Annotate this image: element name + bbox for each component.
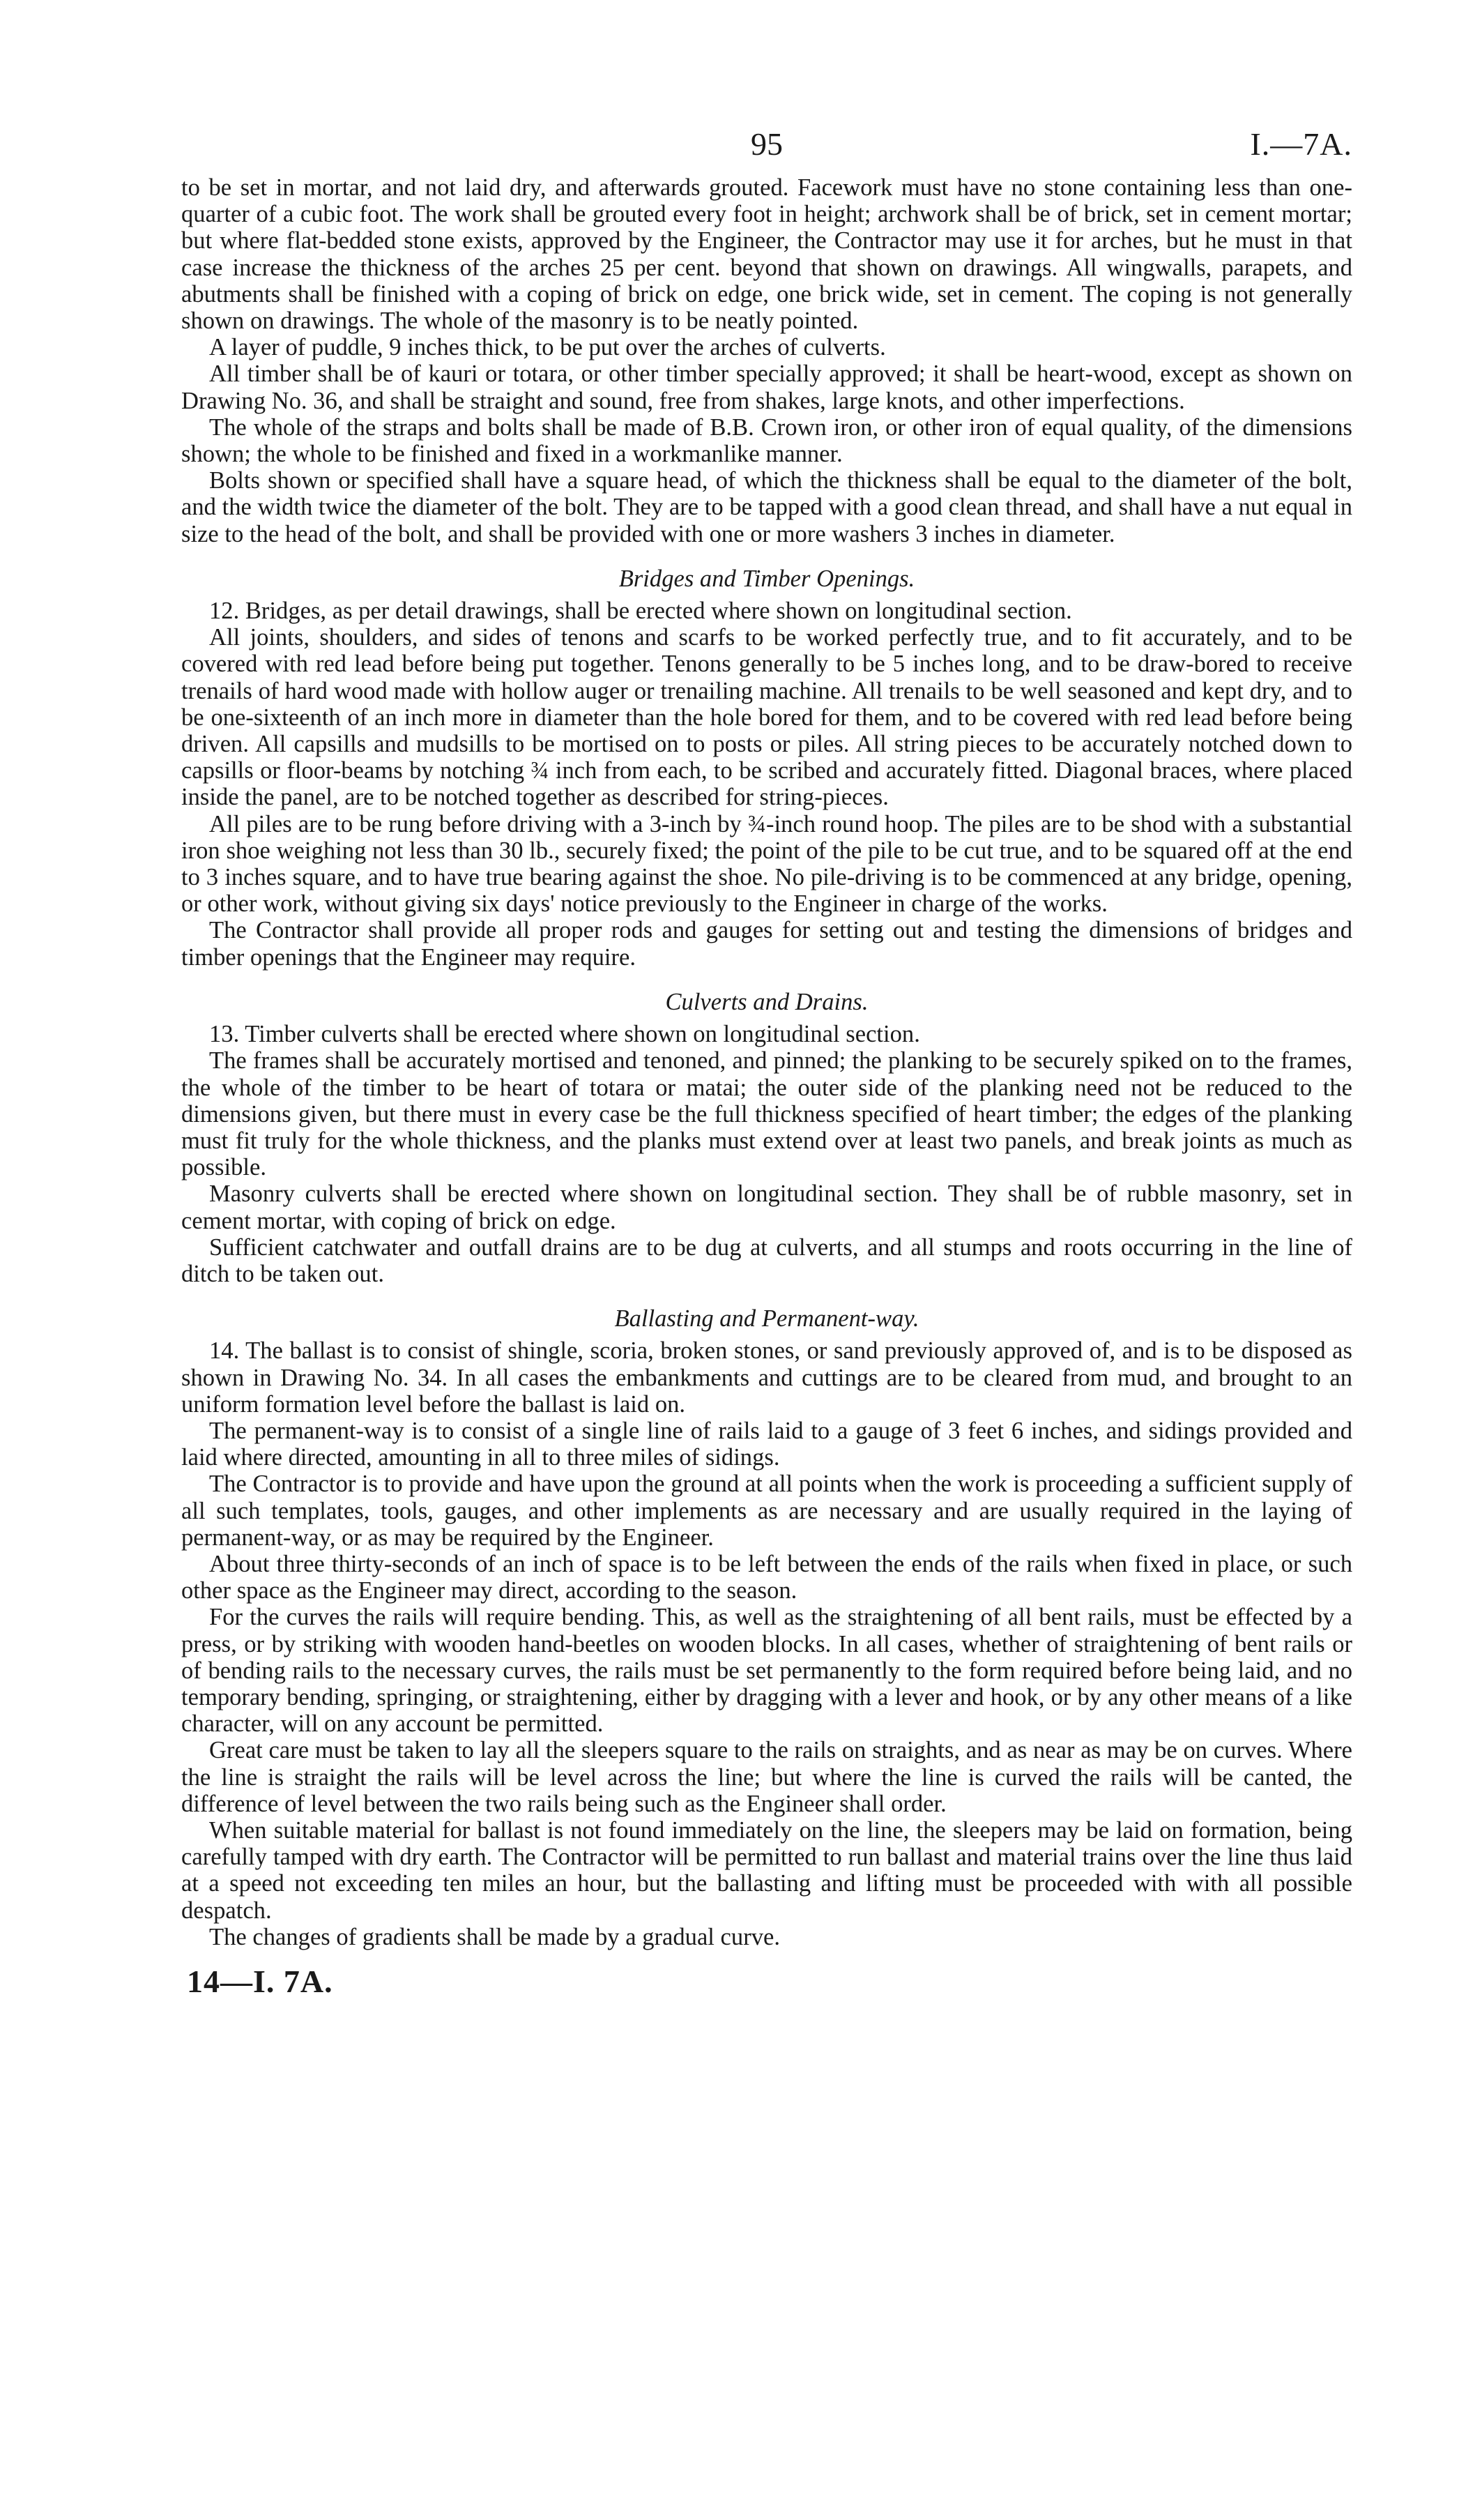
section-ballasting-permanent-way <box>181 1305 1352 1950</box>
paragraph: 14. The ballast is to consist of shingle, scoria, broken stones, or sand previously approved of, and is to be disposed as shown in Drawing No. 34. In all cases the embankments and cuttings are to be cleared from mud, and brought to an uniform formation level before the ballast is laid on. <box>181 1337 1352 1418</box>
paragraph: Masonry culverts shall be erected where shown on longitudinal section. They shall be of rubble masonry, set in cement mortar, with coping of brick on edge. <box>181 1181 1352 1234</box>
paragraph: All timber shall be of kauri or totara, or other timber specially approved; it shall be heart-wood, except as shown on Drawing No. 36, and shall be straight and sound, free from shakes, large knots, and other imperfections. <box>181 360 1352 414</box>
paragraph: For the curves the rails will require bending. This, as well as the straightening of all bent rails, must be effected by a press, or by striking with wooden hand-beetles on wooden blocks. In all cases, whether of straightening of bent rails or of bending rails to the necessary curves, the rails must be set permanently to the form required before being laid, and no temporary bending, springing, or straightening, either by dragging with a lever and hook, or by any other means of a like character, will on any account be permitted. <box>181 1604 1352 1738</box>
paragraph: All joints, shoulders, and sides of tenons and scarfs to be worked perfectly true, and to fit accurately, and to be covered with red lead before being put together. Tenons generally to be 5 inches long, and to be draw-bored to receive trenails of hard wood made with hollow auger or trenailing machine. All trenails to be well seasoned and kept dry, and to be one-sixteenth of an inch more in diameter than the hole bored for them, and to be covered with red lead before being driven. All capsills and mudsills to be mortised on to posts or piles. All string pieces to be accurately notched down to capsills or floor-beams by notching ¾ inch from each, to be scribed and accurately fitted. Diagonal braces, where placed inside the panel, are to be notched together as described for string-pieces. <box>181 624 1352 811</box>
paragraph: The whole of the straps and bolts shall be made of B.B. Crown iron, or other iron of equal quality, of the dimensions shown; the whole to be finished and fixed in a workmanlike manner. <box>181 413 1352 468</box>
page-header <box>181 126 1352 174</box>
document-page <box>181 126 1352 2000</box>
paragraph: About three thirty-seconds of an inch of space is to be left between the ends of the rails when fixed in place, or such other space as the Engineer may direct, according to the season. <box>181 1550 1352 1604</box>
section-heading: Ballasting and Permanent-way. <box>614 1305 919 1333</box>
paragraph: The Contractor shall provide all proper rods and gauges for setting out and testing the dimensions of bridges and timber openings that the Engineer may require. <box>181 917 1352 971</box>
page-number: 95 <box>751 126 783 162</box>
body-text <box>181 174 1352 1950</box>
section-heading: Culverts and Drains. <box>665 988 869 1015</box>
section-culverts-drains <box>181 989 1352 1287</box>
paragraph: A layer of puddle, 9 inches thick, to be put over the arches of culverts. <box>209 334 886 361</box>
signature-mark: 14—I. 7A. <box>187 1964 333 1999</box>
paragraph: 12. Bridges, as per detail drawings, shall be erected where shown on longitudinal section. <box>209 598 1072 625</box>
paragraph: The permanent-way is to consist of a single line of rails laid to a gauge of 3 feet 6 inches, and sidings provided and laid where directed, amounting in all to three miles of sidings. <box>181 1417 1352 1471</box>
section-heading: Bridges and Timber Openings. <box>618 565 915 592</box>
paragraph: When suitable material for ballast is not found immediately on the line, the sleepers may be laid on formation, being carefully tamped with dry earth. The Contractor will be permitted to run ballast and material trains over the line thus laid at a speed not exceeding ten miles an hour, but the ballasting and lifting must be proceeded with with all possible despatch. <box>181 1816 1352 1924</box>
document-reference: I.—7A. <box>1250 126 1352 162</box>
paragraph: Sufficient catchwater and outfall drains are to be dug at culverts, and all stumps and roots occurring in the line of ditch to be taken out. <box>181 1234 1352 1287</box>
section-bridges-timber-openings <box>181 566 1352 971</box>
paragraph: The Contractor is to provide and have upon the ground at all points when the work is proceeding a sufficient supply of all such templates, tools, gauges, and other implements as are necessary and are usually required in the laying of permanent-way, or as may be required by the Engineer. <box>181 1471 1352 1551</box>
paragraph: All piles are to be rung before driving with a 3-inch by ¾-inch round hoop. The piles are to be shod with a substantial iron shoe weighing not less than 30 lb., securely fixed; the point of the pile to be cut true, and to be squared off at the end to 3 inches square, and to have true bearing against the shoe. No pile-driving is to be commenced at any bridge, opening, or other work, without giving six days' notice previously to the Engineer in charge of the works. <box>181 810 1352 918</box>
paragraph: 13. Timber culverts shall be erected where shown on longitudinal section. <box>209 1021 920 1048</box>
paragraph: The frames shall be accurately mortised and tenoned, and pinned; the planking to be securely spiked on to the frames, the whole of the timber to be heart of totara or matai; the outer side of the planking need not be reduced to the dimensions given, but there must in every case be the full thickness specified of heart timber; the edges of the planking must fit truly for the whole thickness, and the planks must extend over at least two panels, and break joints as much as possible. <box>181 1047 1352 1181</box>
paragraph: Bolts shown or specified shall have a square head, of which the thickness shall be equal to the diameter of the bolt, and the width twice the diameter of the bolt. They are to be tapped with a good clean thread, and shall have a nut equal in size to the head of the bolt, and shall be provided with one or more washers 3 inches in diameter. <box>181 467 1352 547</box>
paragraph: The changes of gradients shall be made by a gradual curve. <box>209 1923 780 1950</box>
paragraph: to be set in mortar, and not laid dry, and afterwards grouted. Facework must have no stone containing less than one-quarter of a cubic foot. The work shall be grouted every foot in height; archwork shall be of brick, set in cement mortar; but where flat-bedded stone exists, approved by the Engineer, the Contractor may use it for arches, but he must in that case increase the thickness of the arches 25 per cent. beyond that shown on drawings. All wingwalls, parapets, and abutments shall be finished with a coping of brick on edge, one brick wide, set in cement. The coping is not generally shown on drawings. The whole of the masonry is to be neatly pointed. <box>181 174 1352 335</box>
paragraph: Great care must be taken to lay all the sleepers square to the rails on straights, and as near as may be on curves. Where the line is straight the rails will be level across the line; but where the line is curved the rails will be canted, the difference of level between the two rails being such as the Engineer shall order. <box>181 1737 1352 1817</box>
